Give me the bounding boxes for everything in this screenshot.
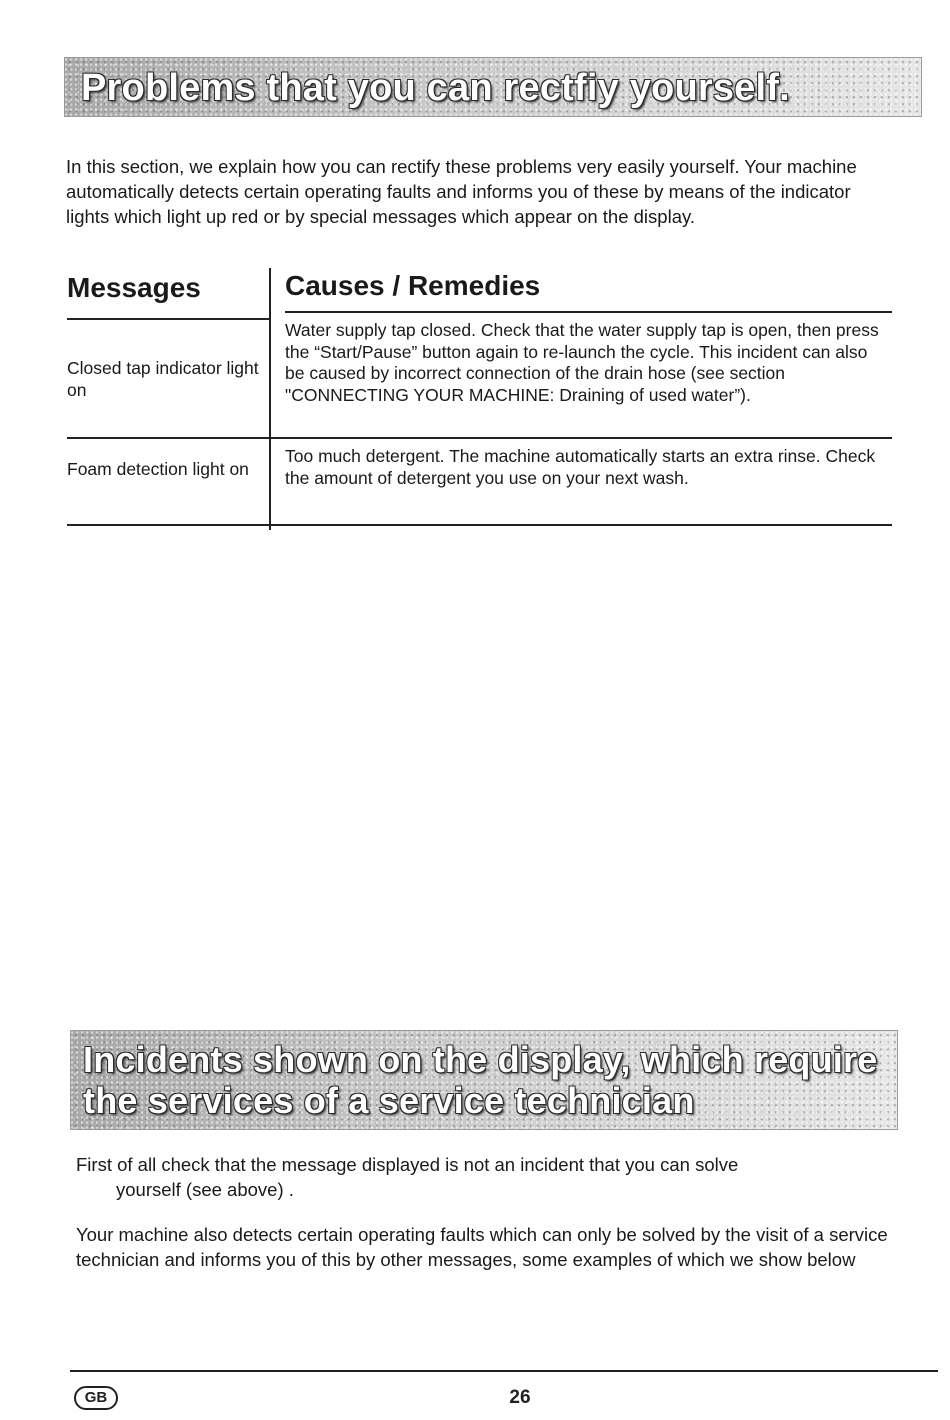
causes-column-header: Causes / Remedies (285, 270, 541, 301)
table-row-divider (67, 437, 892, 439)
table-row-message: Closed tap indicator light on (67, 358, 259, 400)
table-row-message: Foam detection light on (67, 459, 249, 479)
country-badge: GB (74, 1386, 118, 1410)
table-column-divider (269, 268, 271, 530)
section-banner-problems (64, 57, 922, 117)
check-paragraph-line2: yourself (see above) . (116, 1179, 294, 1200)
faults-paragraph: Your machine also detects certain operating faults which can only be solved by the visit of a service technician and informs you of this by other messages, some examples of which we show below (76, 1224, 888, 1270)
section-banner-incidents (70, 1030, 898, 1130)
table-row-cause: Water supply tap closed. Check that the water supply tap is open, then press the “Start/Pause” button again to re-launch the cycle. This incident can also be caused by incorrect connection of the drain hose (see section "CONNECTING YOUR MACHINE: Draining of used water”). (285, 320, 879, 405)
table-header-rule (285, 311, 892, 313)
check-paragraph (76, 1152, 886, 1202)
intro-paragraph: In this section, we explain how you can rectify these problems very easily yourself. Your machine automatically detects certain operating faults and informs you of these by means of the indicator lights which light up red or by special messages which appear on the display. (66, 156, 857, 227)
table-bottom-rule (67, 524, 892, 526)
messages-column-header: Messages (67, 272, 201, 303)
check-paragraph-line1: First of all check that the message displayed is not an incident that you can solve (76, 1154, 739, 1175)
section-title: Incidents shown on the display, which require the services of a service technician (83, 1039, 878, 1121)
footer-rule (70, 1370, 938, 1372)
section-title: Problems that you can rectfiy yourself. (81, 67, 790, 109)
table-header-rule-left (67, 318, 270, 320)
page-number: 26 (509, 1387, 531, 1408)
table-row-cause: Too much detergent. The machine automatically starts an extra rinse. Check the amount of detergent you use on your next wash. (285, 446, 876, 488)
